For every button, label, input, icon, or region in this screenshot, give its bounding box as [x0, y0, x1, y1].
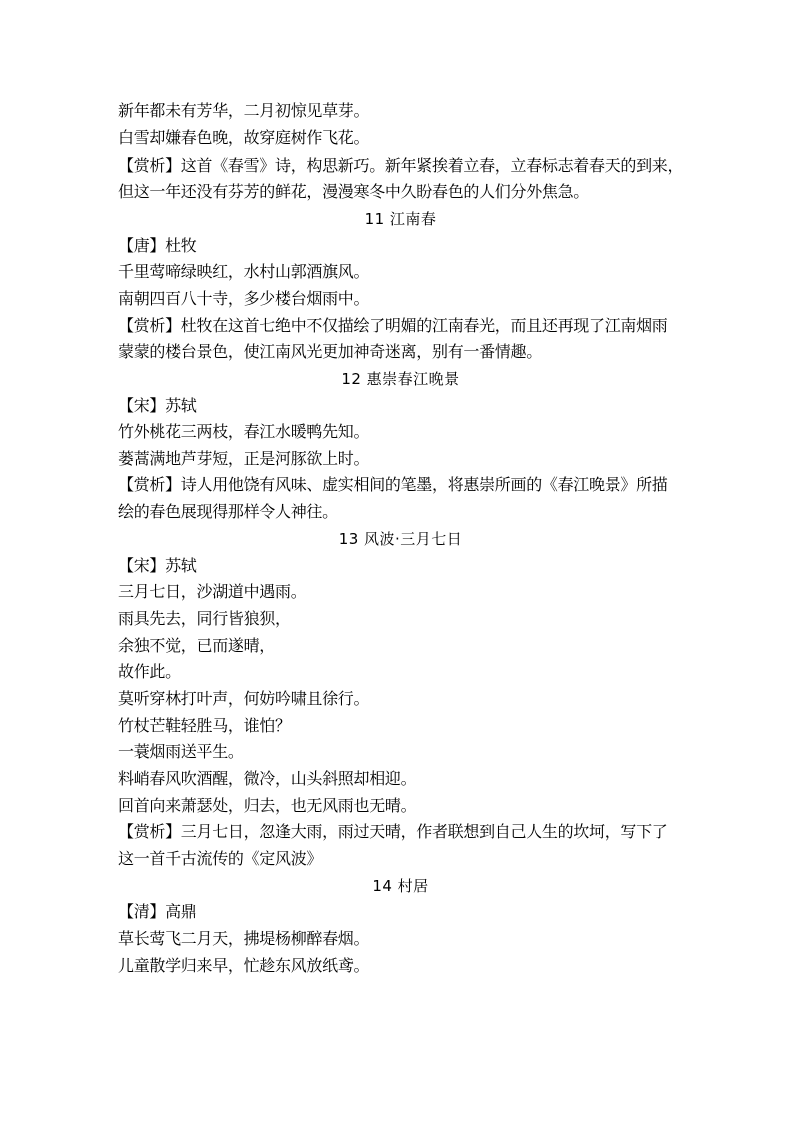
- poem-line: 一蓑烟雨送平生。: [118, 742, 244, 761]
- appreciation-text: 【赏析】这首《春雪》诗，构思新巧。新年紧挨着立春，立春标志着春天的到来，: [118, 156, 684, 175]
- poem-preface: 故作此。: [118, 662, 181, 681]
- poem-author: 【宋】苏轼: [118, 556, 197, 575]
- poem-author: 【宋】苏轼: [118, 396, 197, 415]
- appreciation-text: 但这一年还没有芬芳的鲜花，漫漫寒冬中久盼春色的人们分外焦急。: [118, 182, 590, 201]
- poem-line: 蒌蒿满地芦芽短，正是河豚欲上时。: [118, 449, 370, 468]
- poem-line: 儿童散学归来早，忙趁东风放纸鸢。: [118, 956, 370, 975]
- appreciation-text: 【赏析】杜牧在这首七绝中不仅描绘了明媚的江南春光，而且还再现了江南烟雨: [118, 316, 668, 335]
- poem-title: 12 惠崇春江晚景: [341, 370, 460, 388]
- poem-line: 千里莺啼绿映红，水村山郭酒旗风。: [118, 262, 370, 281]
- appreciation-text: 蒙蒙的楼台景色，使江南风光更加神奇迷离，别有一番情趣。: [118, 342, 542, 361]
- poem-line: 料峭春风吹酒醒，微冷，山头斜照却相迎。: [118, 769, 417, 788]
- poem-title: 13 风波·三月七日: [338, 530, 463, 548]
- poem-author: 【清】高鼎: [118, 902, 197, 921]
- appreciation-text: 【赏析】诗人用他饶有风味、虚实相间的笔墨，将惠崇所画的《春江晚景》所描: [118, 475, 668, 494]
- appreciation-text: 【赏析】三月七日，忽逢大雨，雨过天晴，作者联想到自己人生的坎坷，写下了: [118, 822, 668, 841]
- poem-line: 竹杖芒鞋轻胜马，谁怕？: [118, 716, 291, 735]
- poem-preface: 余独不觉，已而遂晴，: [118, 636, 276, 655]
- poem-line: 回首向来萧瑟处，归去，也无风雨也无晴。: [118, 796, 417, 815]
- poem-line: 竹外桃花三两枝，春江水暖鸭先知。: [118, 422, 370, 441]
- poem-line: 南朝四百八十寺，多少楼台烟雨中。: [118, 289, 370, 308]
- poem-line: 新年都未有芳华，二月初惊见草芽。: [118, 101, 370, 120]
- appreciation-text: 这一首千古流传的《定风波》: [118, 849, 323, 868]
- appreciation-text: 绘的春色展现得那样令人神往。: [118, 502, 338, 521]
- poem-title: 11 江南春: [364, 210, 437, 228]
- poem-line: 草长莺飞二月天，拂堤杨柳醉春烟。: [118, 929, 370, 948]
- poem-preface: 雨具先去，同行皆狼狈，: [118, 609, 291, 628]
- poem-author: 【唐】杜牧: [118, 236, 197, 255]
- poem-title: 14 村居: [372, 877, 429, 895]
- poem-preface: 三月七日，沙湖道中遇雨。: [118, 582, 307, 601]
- poem-line: 莫听穿林打叶声，何妨吟啸且徐行。: [118, 689, 370, 708]
- poem-line: 白雪却嫌春色晚，故穿庭树作飞花。: [118, 128, 370, 147]
